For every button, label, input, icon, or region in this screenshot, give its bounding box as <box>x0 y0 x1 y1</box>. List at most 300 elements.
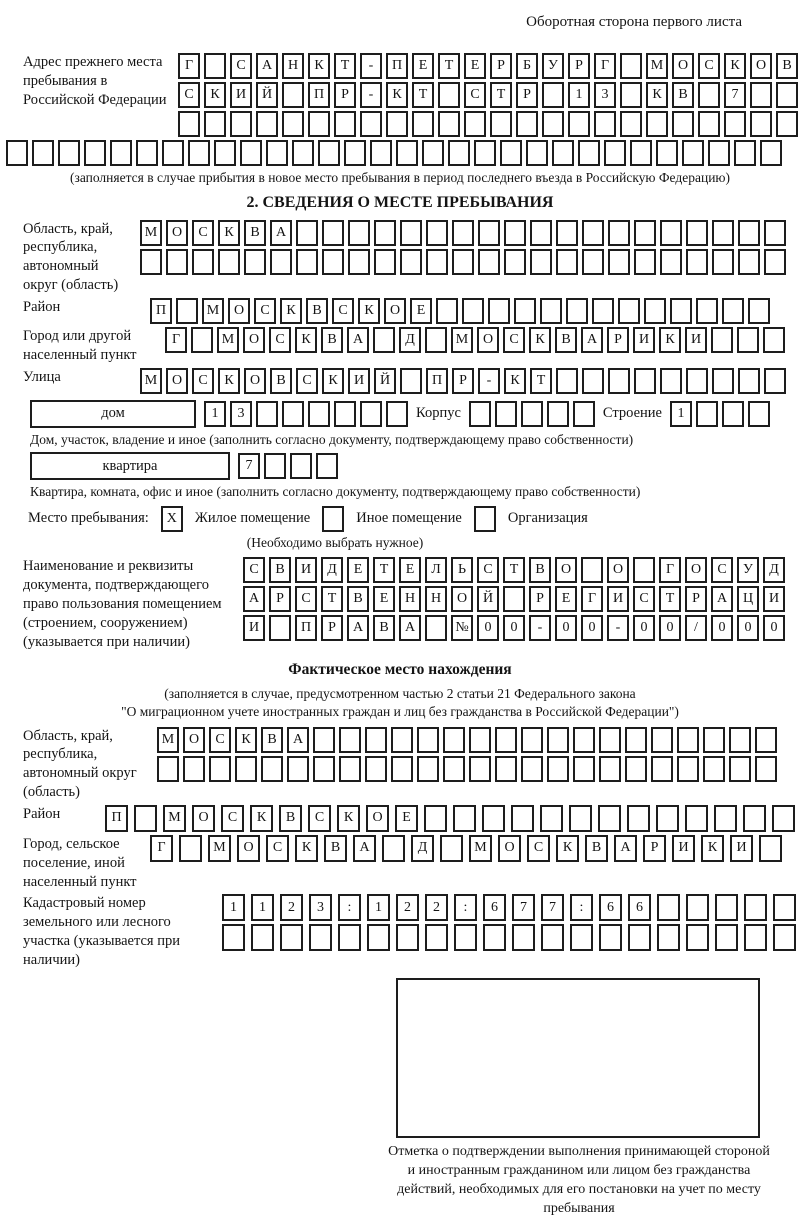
char-cell[interactable]: 3 <box>594 82 616 108</box>
char-cell[interactable] <box>656 805 679 832</box>
char-cell[interactable] <box>714 805 737 832</box>
char-cell[interactable] <box>338 924 361 951</box>
char-cell[interactable] <box>711 327 733 353</box>
char-cell[interactable]: С <box>192 368 214 394</box>
char-cell[interactable]: - <box>360 82 382 108</box>
char-cell[interactable]: О <box>183 727 205 753</box>
char-cell[interactable] <box>573 401 595 427</box>
char-cell[interactable]: : <box>454 894 477 921</box>
char-cell[interactable]: 7 <box>541 894 564 921</box>
char-cell[interactable] <box>573 727 595 753</box>
char-cell[interactable] <box>634 249 656 275</box>
char-cell[interactable] <box>722 401 744 427</box>
char-cell[interactable] <box>469 727 491 753</box>
char-cell[interactable] <box>495 756 517 782</box>
char-cell[interactable]: Т <box>321 586 343 612</box>
char-cell[interactable] <box>334 111 356 137</box>
char-cell[interactable]: М <box>157 727 179 753</box>
char-cell[interactable]: Д <box>321 557 343 583</box>
char-cell[interactable] <box>708 140 730 166</box>
char-cell[interactable] <box>308 111 330 137</box>
char-cell[interactable] <box>670 298 692 324</box>
char-cell[interactable]: О <box>244 368 266 394</box>
char-cell[interactable]: - <box>607 615 629 641</box>
char-cell[interactable] <box>374 220 396 246</box>
char-cell[interactable] <box>313 756 335 782</box>
char-cell[interactable] <box>443 727 465 753</box>
char-cell[interactable] <box>521 401 543 427</box>
char-cell[interactable] <box>318 140 340 166</box>
char-cell[interactable]: Д <box>763 557 785 583</box>
char-cell[interactable] <box>469 401 491 427</box>
char-cell[interactable]: К <box>337 805 360 832</box>
char-cell[interactable]: У <box>542 53 564 79</box>
char-cell[interactable] <box>738 249 760 275</box>
char-cell[interactable]: О <box>384 298 406 324</box>
char-cell[interactable]: 7 <box>238 453 260 479</box>
char-cell[interactable]: - <box>529 615 551 641</box>
char-cell[interactable] <box>360 111 382 137</box>
char-cell[interactable]: И <box>607 586 629 612</box>
char-cell[interactable]: С <box>209 727 231 753</box>
char-cell[interactable] <box>478 249 500 275</box>
char-cell[interactable]: С <box>192 220 214 246</box>
char-cell[interactable]: 0 <box>633 615 655 641</box>
char-cell[interactable] <box>391 727 413 753</box>
char-cell[interactable]: Т <box>438 53 460 79</box>
char-cell[interactable]: А <box>256 53 278 79</box>
char-cell[interactable] <box>712 220 734 246</box>
char-cell[interactable] <box>696 401 718 427</box>
char-cell[interactable]: П <box>150 298 172 324</box>
char-cell[interactable] <box>651 727 673 753</box>
char-cell[interactable] <box>646 111 668 137</box>
char-cell[interactable]: Г <box>594 53 616 79</box>
char-cell[interactable] <box>715 894 738 921</box>
char-cell[interactable] <box>516 111 538 137</box>
char-cell[interactable]: Е <box>399 557 421 583</box>
char-cell[interactable] <box>738 368 760 394</box>
char-cell[interactable] <box>772 805 795 832</box>
char-cell[interactable] <box>296 220 318 246</box>
char-cell[interactable] <box>391 756 413 782</box>
char-cell[interactable] <box>425 327 447 353</box>
char-cell[interactable] <box>540 805 563 832</box>
char-cell[interactable]: Р <box>452 368 474 394</box>
char-cell[interactable]: В <box>373 615 395 641</box>
char-cell[interactable] <box>440 835 463 862</box>
char-cell[interactable] <box>422 140 444 166</box>
char-cell[interactable]: А <box>399 615 421 641</box>
char-cell[interactable] <box>542 111 564 137</box>
char-cell[interactable] <box>373 327 395 353</box>
char-cell[interactable]: К <box>218 220 240 246</box>
char-cell[interactable] <box>469 756 491 782</box>
char-cell[interactable]: 6 <box>628 894 651 921</box>
char-cell[interactable]: К <box>556 835 579 862</box>
char-cell[interactable]: М <box>451 327 473 353</box>
char-cell[interactable] <box>677 756 699 782</box>
char-cell[interactable]: К <box>322 368 344 394</box>
char-cell[interactable] <box>556 220 578 246</box>
char-cell[interactable]: Й <box>477 586 499 612</box>
char-cell[interactable]: М <box>140 220 162 246</box>
char-cell[interactable] <box>685 805 708 832</box>
char-cell[interactable] <box>474 140 496 166</box>
char-cell[interactable] <box>729 727 751 753</box>
char-cell[interactable]: Д <box>399 327 421 353</box>
char-cell[interactable] <box>556 249 578 275</box>
char-cell[interactable]: Г <box>165 327 187 353</box>
char-cell[interactable]: 0 <box>659 615 681 641</box>
char-cell[interactable] <box>162 140 184 166</box>
char-cell[interactable] <box>569 805 592 832</box>
char-cell[interactable] <box>582 368 604 394</box>
char-cell[interactable]: 1 <box>670 401 692 427</box>
char-cell[interactable] <box>660 220 682 246</box>
char-cell[interactable] <box>204 53 226 79</box>
char-cell[interactable]: И <box>295 557 317 583</box>
char-cell[interactable]: И <box>685 327 707 353</box>
char-cell[interactable] <box>140 249 162 275</box>
char-cell[interactable] <box>230 111 252 137</box>
char-cell[interactable] <box>764 220 786 246</box>
char-cell[interactable]: М <box>202 298 224 324</box>
char-cell[interactable]: С <box>308 805 331 832</box>
char-cell[interactable]: К <box>659 327 681 353</box>
char-cell[interactable] <box>526 140 548 166</box>
char-cell[interactable]: Н <box>399 586 421 612</box>
char-cell[interactable] <box>222 924 245 951</box>
char-cell[interactable] <box>776 111 798 137</box>
char-cell[interactable] <box>261 756 283 782</box>
char-cell[interactable] <box>759 835 782 862</box>
char-cell[interactable] <box>218 249 240 275</box>
char-cell[interactable]: О <box>237 835 260 862</box>
char-cell[interactable] <box>748 401 770 427</box>
char-cell[interactable] <box>514 298 536 324</box>
char-cell[interactable] <box>453 805 476 832</box>
char-cell[interactable]: В <box>776 53 798 79</box>
char-cell[interactable] <box>452 249 474 275</box>
char-cell[interactable]: П <box>105 805 128 832</box>
char-cell[interactable] <box>530 249 552 275</box>
char-cell[interactable] <box>280 924 303 951</box>
char-cell[interactable] <box>334 401 356 427</box>
char-cell[interactable] <box>188 140 210 166</box>
char-cell[interactable] <box>724 111 746 137</box>
char-cell[interactable] <box>256 401 278 427</box>
char-cell[interactable]: К <box>358 298 380 324</box>
char-cell[interactable] <box>630 140 652 166</box>
char-cell[interactable] <box>270 249 292 275</box>
char-cell[interactable] <box>386 401 408 427</box>
char-cell[interactable]: П <box>308 82 330 108</box>
char-cell[interactable] <box>776 82 798 108</box>
char-cell[interactable]: 0 <box>503 615 525 641</box>
char-cell[interactable]: - <box>360 53 382 79</box>
char-cell[interactable] <box>764 368 786 394</box>
char-cell[interactable]: О <box>366 805 389 832</box>
char-cell[interactable]: : <box>570 894 593 921</box>
char-cell[interactable]: С <box>254 298 276 324</box>
stay-checkbox-other[interactable] <box>322 506 344 532</box>
char-cell[interactable]: В <box>529 557 551 583</box>
char-cell[interactable] <box>256 111 278 137</box>
char-cell[interactable]: И <box>730 835 753 862</box>
char-cell[interactable]: К <box>235 727 257 753</box>
char-cell[interactable]: Б <box>516 53 538 79</box>
char-cell[interactable]: Р <box>685 586 707 612</box>
char-cell[interactable]: А <box>347 327 369 353</box>
char-cell[interactable] <box>396 140 418 166</box>
char-cell[interactable] <box>620 111 642 137</box>
char-cell[interactable] <box>166 249 188 275</box>
char-cell[interactable]: О <box>192 805 215 832</box>
char-cell[interactable]: И <box>763 586 785 612</box>
char-cell[interactable] <box>266 140 288 166</box>
char-cell[interactable] <box>744 924 767 951</box>
char-cell[interactable] <box>192 249 214 275</box>
char-cell[interactable] <box>367 924 390 951</box>
char-cell[interactable] <box>542 82 564 108</box>
char-cell[interactable]: Е <box>555 586 577 612</box>
char-cell[interactable]: С <box>711 557 733 583</box>
char-cell[interactable] <box>400 249 422 275</box>
char-cell[interactable]: Р <box>269 586 291 612</box>
char-cell[interactable] <box>503 586 525 612</box>
char-cell[interactable]: Й <box>256 82 278 108</box>
char-cell[interactable] <box>656 140 678 166</box>
char-cell[interactable]: 2 <box>425 894 448 921</box>
char-cell[interactable] <box>282 111 304 137</box>
char-cell[interactable] <box>698 111 720 137</box>
char-cell[interactable]: П <box>426 368 448 394</box>
char-cell[interactable]: Е <box>373 586 395 612</box>
char-cell[interactable]: В <box>321 327 343 353</box>
char-cell[interactable] <box>179 835 202 862</box>
char-cell[interactable] <box>651 756 673 782</box>
char-cell[interactable]: М <box>163 805 186 832</box>
char-cell[interactable]: К <box>504 368 526 394</box>
char-cell[interactable] <box>6 140 28 166</box>
char-cell[interactable] <box>657 924 680 951</box>
char-cell[interactable]: М <box>208 835 231 862</box>
char-cell[interactable] <box>592 298 614 324</box>
char-cell[interactable] <box>755 756 777 782</box>
char-cell[interactable] <box>348 249 370 275</box>
char-cell[interactable]: С <box>464 82 486 108</box>
char-cell[interactable]: И <box>348 368 370 394</box>
char-cell[interactable] <box>58 140 80 166</box>
char-cell[interactable]: О <box>750 53 772 79</box>
char-cell[interactable]: Т <box>412 82 434 108</box>
char-cell[interactable]: П <box>386 53 408 79</box>
char-cell[interactable] <box>365 727 387 753</box>
char-cell[interactable]: 7 <box>724 82 746 108</box>
char-cell[interactable]: С <box>243 557 265 583</box>
char-cell[interactable] <box>568 111 590 137</box>
char-cell[interactable] <box>426 249 448 275</box>
char-cell[interactable] <box>462 298 484 324</box>
char-cell[interactable] <box>32 140 54 166</box>
char-cell[interactable] <box>682 140 704 166</box>
char-cell[interactable]: О <box>243 327 265 353</box>
char-cell[interactable]: Л <box>425 557 447 583</box>
char-cell[interactable] <box>566 298 588 324</box>
char-cell[interactable]: И <box>243 615 265 641</box>
char-cell[interactable] <box>748 298 770 324</box>
char-cell[interactable]: С <box>296 368 318 394</box>
char-cell[interactable] <box>240 140 262 166</box>
char-cell[interactable] <box>686 220 708 246</box>
char-cell[interactable] <box>374 249 396 275</box>
char-cell[interactable]: 0 <box>711 615 733 641</box>
char-cell[interactable] <box>604 140 626 166</box>
char-cell[interactable]: 0 <box>581 615 603 641</box>
char-cell[interactable] <box>582 249 604 275</box>
char-cell[interactable]: Е <box>347 557 369 583</box>
char-cell[interactable] <box>657 894 680 921</box>
char-cell[interactable] <box>660 368 682 394</box>
char-cell[interactable] <box>599 756 621 782</box>
char-cell[interactable] <box>157 756 179 782</box>
char-cell[interactable]: А <box>353 835 376 862</box>
char-cell[interactable] <box>627 805 650 832</box>
char-cell[interactable] <box>400 368 422 394</box>
char-cell[interactable] <box>686 368 708 394</box>
char-cell[interactable]: А <box>614 835 637 862</box>
char-cell[interactable]: М <box>140 368 162 394</box>
char-cell[interactable] <box>698 82 720 108</box>
char-cell[interactable]: : <box>338 894 361 921</box>
char-cell[interactable] <box>744 894 767 921</box>
char-cell[interactable] <box>436 298 458 324</box>
char-cell[interactable] <box>244 249 266 275</box>
char-cell[interactable] <box>84 140 106 166</box>
char-cell[interactable]: С <box>230 53 252 79</box>
char-cell[interactable]: П <box>295 615 317 641</box>
char-cell[interactable]: 7 <box>512 894 535 921</box>
char-cell[interactable]: А <box>270 220 292 246</box>
char-cell[interactable]: О <box>498 835 521 862</box>
char-cell[interactable]: 1 <box>222 894 245 921</box>
char-cell[interactable] <box>313 727 335 753</box>
char-cell[interactable]: В <box>324 835 347 862</box>
char-cell[interactable]: С <box>332 298 354 324</box>
char-cell[interactable]: В <box>672 82 694 108</box>
char-cell[interactable] <box>504 220 526 246</box>
char-cell[interactable] <box>599 727 621 753</box>
char-cell[interactable] <box>547 727 569 753</box>
char-cell[interactable] <box>292 140 314 166</box>
char-cell[interactable] <box>316 453 338 479</box>
char-cell[interactable] <box>370 140 392 166</box>
char-cell[interactable]: С <box>221 805 244 832</box>
char-cell[interactable]: О <box>672 53 694 79</box>
char-cell[interactable] <box>360 401 382 427</box>
char-cell[interactable]: К <box>295 835 318 862</box>
char-cell[interactable]: 6 <box>483 894 506 921</box>
char-cell[interactable] <box>608 220 630 246</box>
char-cell[interactable]: О <box>451 586 473 612</box>
char-cell[interactable]: О <box>228 298 250 324</box>
char-cell[interactable]: К <box>724 53 746 79</box>
char-cell[interactable]: 3 <box>230 401 252 427</box>
char-cell[interactable] <box>633 557 655 583</box>
char-cell[interactable]: 0 <box>555 615 577 641</box>
char-cell[interactable]: Р <box>568 53 590 79</box>
char-cell[interactable] <box>454 924 477 951</box>
char-cell[interactable] <box>660 249 682 275</box>
char-cell[interactable] <box>322 220 344 246</box>
char-cell[interactable]: Р <box>516 82 538 108</box>
char-cell[interactable]: О <box>555 557 577 583</box>
char-cell[interactable]: Т <box>373 557 395 583</box>
char-cell[interactable]: К <box>250 805 273 832</box>
char-cell[interactable] <box>425 924 448 951</box>
char-cell[interactable] <box>634 220 656 246</box>
char-cell[interactable]: А <box>243 586 265 612</box>
char-cell[interactable] <box>191 327 213 353</box>
char-cell[interactable] <box>625 756 647 782</box>
char-cell[interactable] <box>287 756 309 782</box>
char-cell[interactable] <box>628 924 651 951</box>
char-cell[interactable]: С <box>178 82 200 108</box>
char-cell[interactable] <box>382 835 405 862</box>
char-cell[interactable] <box>620 82 642 108</box>
char-cell[interactable]: С <box>477 557 499 583</box>
char-cell[interactable]: 2 <box>280 894 303 921</box>
char-cell[interactable]: Н <box>425 586 447 612</box>
char-cell[interactable] <box>424 805 447 832</box>
char-cell[interactable]: Г <box>659 557 681 583</box>
char-cell[interactable] <box>547 756 569 782</box>
char-cell[interactable] <box>282 82 304 108</box>
char-cell[interactable] <box>482 805 505 832</box>
char-cell[interactable]: Т <box>659 586 681 612</box>
char-cell[interactable]: А <box>711 586 733 612</box>
char-cell[interactable]: Д <box>411 835 434 862</box>
char-cell[interactable] <box>348 220 370 246</box>
char-cell[interactable] <box>634 368 656 394</box>
char-cell[interactable]: С <box>698 53 720 79</box>
char-cell[interactable] <box>438 111 460 137</box>
char-cell[interactable] <box>464 111 486 137</box>
char-cell[interactable] <box>608 249 630 275</box>
char-cell[interactable] <box>773 924 796 951</box>
char-cell[interactable]: О <box>166 220 188 246</box>
char-cell[interactable] <box>365 756 387 782</box>
char-cell[interactable]: Н <box>282 53 304 79</box>
char-cell[interactable]: О <box>685 557 707 583</box>
char-cell[interactable]: М <box>469 835 492 862</box>
char-cell[interactable] <box>540 298 562 324</box>
char-cell[interactable] <box>417 756 439 782</box>
house-field-box[interactable]: дом <box>30 400 196 428</box>
char-cell[interactable] <box>183 756 205 782</box>
stay-checkbox-residential[interactable]: X <box>161 506 183 532</box>
char-cell[interactable] <box>625 727 647 753</box>
char-cell[interactable] <box>598 805 621 832</box>
char-cell[interactable]: 3 <box>309 894 332 921</box>
char-cell[interactable] <box>339 727 361 753</box>
char-cell[interactable]: Й <box>374 368 396 394</box>
char-cell[interactable] <box>581 557 603 583</box>
char-cell[interactable]: С <box>266 835 289 862</box>
char-cell[interactable]: Ь <box>451 557 473 583</box>
char-cell[interactable] <box>686 249 708 275</box>
